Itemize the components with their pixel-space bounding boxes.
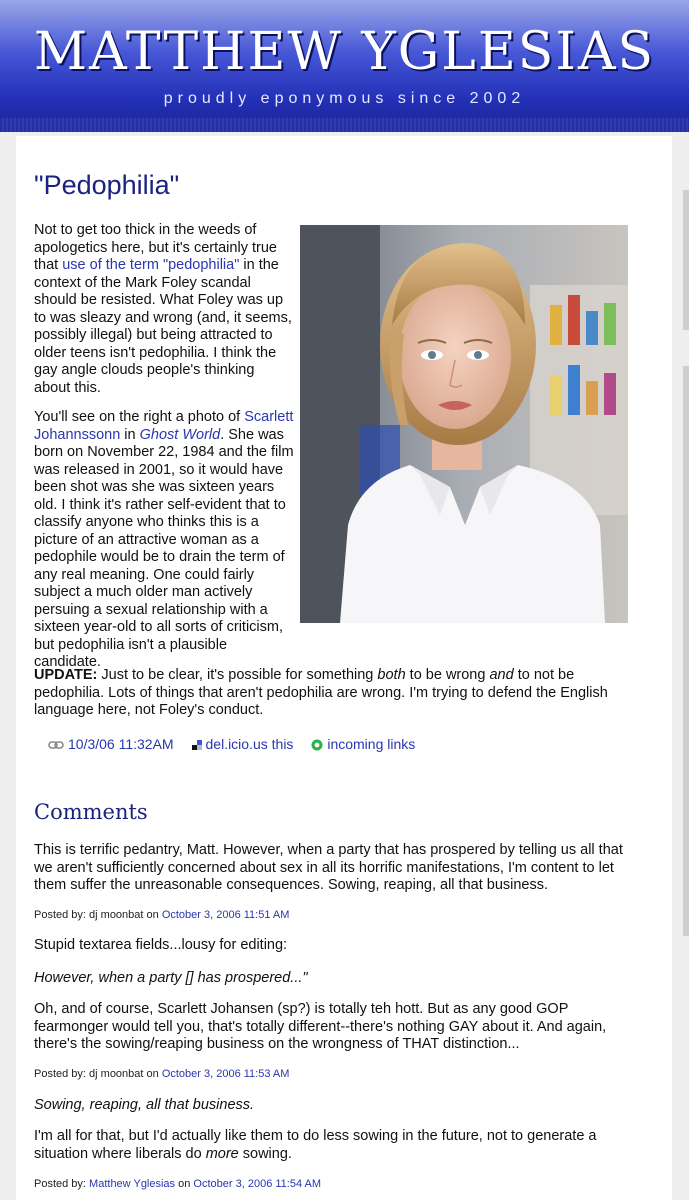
posted-on-label: on	[175, 1178, 194, 1190]
comment-text: I'm all for that, but I'd actually like them to do less sowing in the future, not to generate a situation where liberals do	[34, 1128, 597, 1162]
post-text: . She was born on November 22, 1984 and the film was released in 2001, so it would have been shot was she was sixteen years old. I think it's rather self-evident that to classify anyone who thinks this is a picture of an attractive woman as a pedophile would be to drain the term of any real meaning. One could fairly subject a much older man actively persuing a sexual relationship with a sixteen year-old to all sorts of criticism, but pedophilia isn't a plausible candidate.	[34, 426, 294, 670]
site-banner	[0, 0, 689, 132]
comment-posted-by	[34, 1068, 289, 1080]
right-sidebar-box	[683, 190, 689, 330]
comment-text: This is terrific pedantry, Matt. However, when a party that has prospered by telling us all that we aren't sufficiently concerned about sex in all its horrific manifestations, I'm content to let them suffer the unreasonable consequences. Sowing, reaping, all that business.	[34, 842, 623, 893]
ghost-world-link[interactable]: Ghost World	[139, 426, 221, 443]
update-text: to not be pedophilia. Lots of things that aren't pedophilia are wrong. I'm trying to defend the English language here, not Foley's conduct.	[34, 667, 608, 718]
comment-body	[34, 1097, 644, 1115]
comment-author-link[interactable]: Matthew Yglesias	[89, 1178, 176, 1190]
posted-by-label: Posted by: dj moonbat on	[34, 909, 162, 921]
update-emphasis: both	[377, 667, 406, 683]
comment-permalink[interactable]: October 3, 2006 11:54 AM	[193, 1178, 322, 1190]
update-text: Just to be clear, it's possible for something	[97, 667, 378, 683]
permalink-icon	[48, 740, 64, 750]
permalink[interactable]: 10/3/06 11:32AM	[68, 736, 174, 752]
site-title[interactable]: MATTHEW YGLESIAS	[33, 22, 656, 82]
update-text: to be wrong	[405, 667, 490, 683]
technorati-icon	[311, 739, 323, 751]
comment-permalink[interactable]: October 3, 2006 11:53 AM	[161, 1068, 290, 1080]
comments-heading: Comments	[34, 800, 148, 824]
comment-text: Oh, and of course, Scarlett Johansen (sp?) is totally teh hott. But as any good GOP fearmonger would tell you, that's totally different--there's nothing GAY about it. And again, there's the sowing/reaping business on the wrongness of THAT distinction...	[34, 1001, 607, 1052]
comment-body	[34, 842, 644, 895]
site-tagline: proudly eponymous since 2002	[163, 90, 526, 107]
update-emphasis: and	[489, 667, 514, 683]
comment-permalink[interactable]: October 3, 2006 11:51 AM	[161, 909, 290, 921]
post-paragraph	[34, 222, 294, 397]
scarlett-johansson-link[interactable]: Scarlett Johannssonn	[34, 409, 294, 443]
comment-posted-by	[34, 1178, 321, 1190]
update-paragraph	[34, 667, 634, 720]
delicious-link[interactable]: del.icio.us this	[205, 736, 294, 752]
posted-by-label: Posted by: dj moonbat on	[34, 1068, 162, 1080]
comment-text: Stupid textarea fields...lousy for editing:	[34, 937, 288, 953]
comment-emphasis: more	[205, 1145, 239, 1162]
comment-quote: However, when a party [] has prospered..."	[34, 970, 308, 986]
comment-body	[34, 937, 644, 955]
delicious-icon	[192, 740, 202, 750]
pedophilia-term-link[interactable]: use of the term "pedophilia"	[62, 257, 240, 273]
comment-body	[34, 1128, 644, 1163]
post-text: in the context of the Mark Foley scandal should be resisted. What Foley was up to was sleazy and wrong (and, it seems, possibly illegal) but being attracted to older teens isn't pedophilia. I think the gay angle clouds people's thinking about this.	[34, 257, 292, 396]
post-title: "Pedophilia"	[34, 170, 180, 200]
post-meta	[48, 736, 429, 752]
comment-quote: Sowing, reaping, all that business.	[34, 1097, 255, 1113]
posted-by-label: Posted by:	[34, 1178, 90, 1190]
right-sidebar-box	[683, 366, 689, 936]
post-paragraph	[34, 409, 296, 672]
post-text: You'll see on the right a photo of	[34, 409, 245, 425]
incoming-links[interactable]: incoming links	[327, 736, 416, 752]
comment-posted-by	[34, 909, 289, 921]
comment-text: sowing.	[238, 1145, 292, 1162]
post-text: in	[120, 426, 140, 443]
comment-body	[34, 970, 644, 988]
scarlett-photo	[300, 225, 628, 623]
post-text: Not to get too thick in the weeds of apologetics here, but it's certainly true that	[34, 222, 277, 273]
comment-body	[34, 1001, 644, 1054]
update-label: UPDATE:	[34, 667, 98, 683]
